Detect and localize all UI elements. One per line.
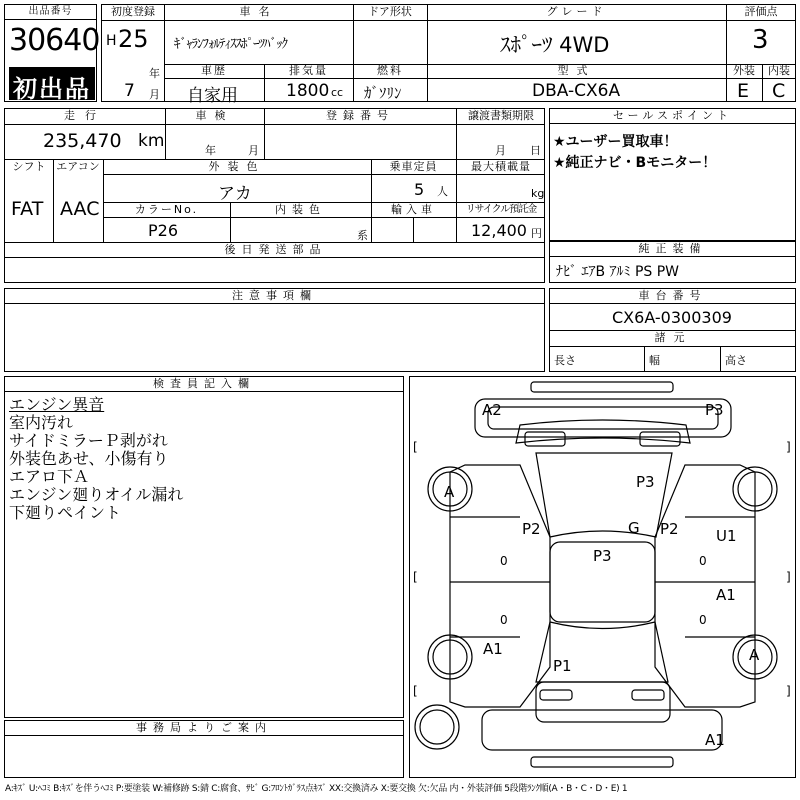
mark-A2: A2	[482, 401, 502, 419]
office-box	[4, 720, 404, 778]
car-outline-svg	[410, 377, 795, 777]
bracket: [	[413, 440, 418, 454]
car-outline	[415, 382, 777, 767]
notes-label: 注意事項欄	[5, 289, 544, 304]
exterior-label: 外装	[733, 64, 755, 77]
dims-label: 諸元	[654, 331, 693, 344]
mileage-unit: km	[138, 131, 165, 151]
displacement-label: 排気量	[289, 64, 328, 77]
door-label: ドア形状	[368, 5, 412, 18]
capacity-label: 乗車定員	[389, 160, 438, 173]
bracket: [	[413, 570, 418, 584]
bracket: ]	[786, 684, 791, 698]
capacity-unit: 人	[437, 185, 448, 198]
intcolor-label: 内装色	[275, 203, 326, 216]
mileage-label: 走行	[64, 109, 106, 122]
divider	[413, 217, 414, 242]
equipment-label: 純正装備	[550, 242, 795, 257]
divider	[164, 78, 795, 79]
inspector-box	[4, 376, 404, 718]
history-label: 車歴	[201, 64, 227, 77]
model-label: 車名	[239, 5, 278, 18]
divider	[720, 346, 721, 371]
recycle-label: リサイクル預託金	[465, 204, 537, 215]
mileage-value: 235,470	[43, 130, 122, 152]
month-unit: 月	[149, 88, 160, 101]
damage-diagram	[409, 376, 796, 778]
load-label: 最大積載量	[471, 160, 531, 173]
shift-label: シフト	[12, 160, 46, 173]
mark-P2-left: P2	[522, 520, 541, 538]
chassis-value: CX6A-0300309	[612, 308, 732, 327]
sales-line-2: ★純正ナビ・Bモニター！	[553, 155, 717, 171]
load-unit: kg	[531, 187, 545, 200]
fuel-value: ｶﾞｿﾘﾝ	[364, 84, 402, 102]
mark-A1-left: A1	[483, 640, 503, 658]
inspector-line: 下廻りペイント	[9, 503, 122, 522]
model-name: ｷﾞｬﾗﾝﾌｫﾙﾃｨｽｽﾎﾟｰﾂﾊﾞｯｸ	[174, 37, 287, 52]
divider	[5, 124, 544, 125]
zero: 0	[500, 554, 508, 568]
interior-label: 内装	[768, 64, 790, 77]
interior-value: C	[772, 80, 786, 102]
divider	[726, 78, 795, 79]
lot-number: 30640	[9, 23, 100, 58]
mark-P3-front: P3	[705, 401, 724, 419]
bracket: [	[413, 684, 418, 698]
width-label: 幅	[649, 354, 660, 367]
first-listing-text: 初出品	[13, 75, 91, 103]
parts-label: 後日発送部品	[224, 243, 327, 256]
reg-year: 25	[118, 25, 149, 53]
mark-P1: P1	[553, 657, 572, 675]
vehicle-info-table	[4, 108, 545, 283]
era: H	[106, 33, 117, 49]
fuel-label: 燃料	[377, 64, 403, 77]
mark-P3-hood: P3	[636, 473, 655, 491]
color-value: アカ	[218, 184, 252, 204]
year-unit: 年	[149, 67, 160, 80]
intcolor-unit: 系	[357, 229, 368, 242]
divider	[644, 346, 645, 371]
sales-line-1: ★ユーザー買取車！	[553, 134, 678, 150]
mark-A1-right: A1	[716, 586, 736, 604]
import-label: 輸入車	[391, 203, 436, 216]
grade-label: グレード	[546, 5, 607, 18]
score-label: 評価点	[744, 5, 778, 18]
type-label: 型式	[557, 64, 596, 77]
mark-A-wheel: A	[444, 483, 455, 501]
lot-box	[4, 4, 100, 103]
colorno-value: P26	[148, 221, 179, 240]
color-label: 外装色	[208, 160, 266, 173]
bracket: ]	[786, 440, 791, 454]
mark-G: G	[628, 519, 640, 537]
transfer-month-unit: 月	[495, 144, 506, 157]
inspector-line: エアロ下Ａ	[9, 467, 90, 486]
capacity-value: 5	[414, 180, 425, 199]
transfer-day-unit: 日	[530, 144, 541, 157]
reg-month: 7	[124, 81, 135, 101]
inspector-line: エンジン異音	[9, 395, 105, 414]
reg-label: 初度登録	[111, 5, 155, 18]
length-label: 長さ	[554, 354, 576, 367]
height-label: 高さ	[725, 354, 747, 367]
legend: A:ｷｽﾞ U:ﾍｺﾐ B:ｷｽﾞを伴うﾍｺﾐ P:要塗装 W:補修跡 S:錆 C:腐食、ｻﾋﾞ G:ﾌﾛﾝﾄｶﾞﾗｽ点ｷｽﾞ XX:交換済み X:要交換 欠:欠品 内・外装評価 5段階ﾗﾝｸ順(A・B・C・D・E) 1	[5, 784, 628, 794]
exterior-value: E	[737, 80, 750, 102]
inspector-line: 外装色あせ、小傷有り	[9, 449, 169, 468]
inspection-label: 車検	[195, 109, 234, 122]
office-label: 事務局よりご案内	[5, 721, 403, 736]
shift-value: FAT	[11, 198, 44, 220]
inspector-line: サイドミラーＰ剥がれ	[9, 431, 168, 450]
divider	[103, 217, 544, 218]
colorno-label: カラーNo.	[134, 203, 199, 216]
divider	[102, 20, 795, 21]
divider	[5, 257, 544, 258]
score-value: 3	[752, 25, 769, 55]
recycle-unit: 円	[531, 227, 542, 240]
mark-U1: U1	[716, 527, 737, 545]
sales-point-label: セールスポイント	[550, 109, 795, 124]
zero: 0	[699, 613, 707, 627]
ac-value: AAC	[60, 198, 100, 220]
ac-label: エアコン	[56, 160, 100, 173]
divider	[550, 346, 795, 347]
transfer-label: 譲渡書類期限	[468, 109, 534, 122]
mark-P3-roof: P3	[593, 547, 612, 565]
history-value: 自家用	[187, 86, 238, 106]
mark-P2-right: P2	[660, 520, 679, 538]
mark-A1-bumper: A1	[705, 731, 725, 749]
sales-point-box	[549, 108, 796, 241]
zero: 0	[500, 613, 508, 627]
zero: 0	[699, 554, 707, 568]
header-table	[101, 4, 796, 106]
mark-A-rear-wheel: A	[749, 646, 760, 664]
bracket: ]	[786, 570, 791, 584]
displacement-value: 1800	[286, 81, 330, 101]
notes-box	[4, 288, 545, 372]
grade-value: ｽﾎﾟｰﾂ 4WD	[500, 33, 610, 57]
chassis-box	[549, 288, 796, 372]
lot-label: 出品番号	[5, 5, 96, 20]
divider	[103, 174, 544, 175]
chassis-label: 車台番号	[550, 289, 795, 304]
divider	[164, 5, 165, 101]
divider	[726, 5, 727, 101]
displacement-unit: cc	[331, 86, 344, 99]
inspector-lines	[9, 396, 183, 522]
type-value: DBA-CX6A	[532, 81, 621, 101]
inspector-line: エンジン廻りオイル漏れ	[9, 485, 184, 504]
inspector-line: 室内汚れ	[9, 413, 74, 432]
equipment-box	[549, 241, 796, 283]
inspector-label: 検査員記入欄	[5, 377, 403, 392]
recycle-value: 12,400	[471, 221, 527, 240]
plate-label: 登録番号	[326, 109, 394, 122]
inspection-year-unit: 年	[205, 144, 216, 157]
inspection-month-unit: 月	[248, 144, 259, 157]
equipment-value: ﾅﾋﾞ ｴｱB ｱﾙﾐ PS PW	[556, 264, 680, 280]
